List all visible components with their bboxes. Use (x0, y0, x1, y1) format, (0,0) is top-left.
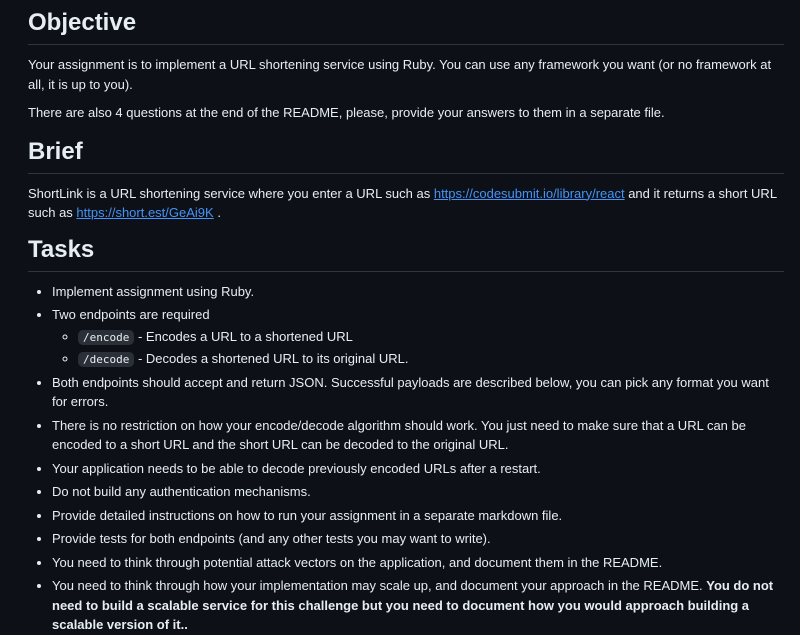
endpoint-item-encode (78, 327, 784, 347)
short-url-link[interactable]: https://short.est/GeAi9K (76, 205, 214, 220)
task-item: • There is no restriction on how your encode/decode algorithm should work. You just need to make sure that a URL can be encoded to a short URL and the short URL can be decoded to the original URL. (52, 416, 784, 455)
task-item: • Implement assignment using Ruby. (52, 282, 784, 302)
task-item: • Your application needs to be able to decode previously encoded URLs after a restart. (52, 459, 784, 479)
task-item: • Provide tests for both endpoints (and any other tests you may want to write). (52, 529, 784, 549)
decode-description: - Decodes a shortened URL to its original URL. (134, 351, 409, 366)
tasks-heading: Tasks (28, 235, 784, 272)
task-item-label: Two endpoints are required (52, 307, 210, 322)
brief-text-before: ShortLink is a URL shortening service where you enter a URL such as (28, 185, 434, 201)
objective-paragraph-1: Your assignment is to implement a URL shortening service using Ruby. You can use any framework you want (or no framework at all, it is up to you). (28, 57, 772, 92)
brief-text-after: . (213, 205, 221, 220)
task-item: • Provide detailed instructions on how to run your assignment in a separate markdown file. (52, 506, 784, 526)
objective-heading: Objective (28, 8, 784, 45)
decode-code: /decode (78, 352, 134, 367)
brief-section (28, 137, 784, 223)
task-item: • Do not build any authentication mechanisms. (52, 482, 784, 502)
scaling-text: You need to think through how your implementation may scale up, and document your approach in the README. (52, 578, 707, 593)
endpoint-item-decode (78, 349, 784, 369)
scaling-bold-text: You do not need to build a scalable service for this challenge but you need to document how you would approach building a scalable version of it.. (52, 578, 774, 632)
objective-section (28, 8, 784, 123)
brief-paragraph (28, 184, 784, 223)
encode-description: - Encodes a URL to a shortened URL (134, 328, 353, 344)
encode-code: /encode (78, 330, 134, 345)
endpoints-sublist (52, 327, 784, 369)
task-item-endpoints (52, 305, 784, 369)
codesubmit-link[interactable]: https://codesubmit.io/library/react (433, 185, 625, 201)
objective-paragraph-2: There are also 4 questions at the end of the README, please, provide your answers to them in a separate file. (28, 105, 665, 120)
task-item: • Both endpoints should accept and return JSON. Successful payloads are described below, you can pick any format you want for errors. (52, 373, 784, 412)
task-item: • You need to think through potential attack vectors on the application, and document them in the README. (52, 553, 784, 573)
tasks-list (28, 282, 784, 635)
task-item-scaling (52, 576, 784, 635)
tasks-section (28, 235, 784, 635)
brief-heading: Brief (28, 137, 784, 174)
brief-text-middle: and it returns a short URL such as (28, 185, 777, 220)
